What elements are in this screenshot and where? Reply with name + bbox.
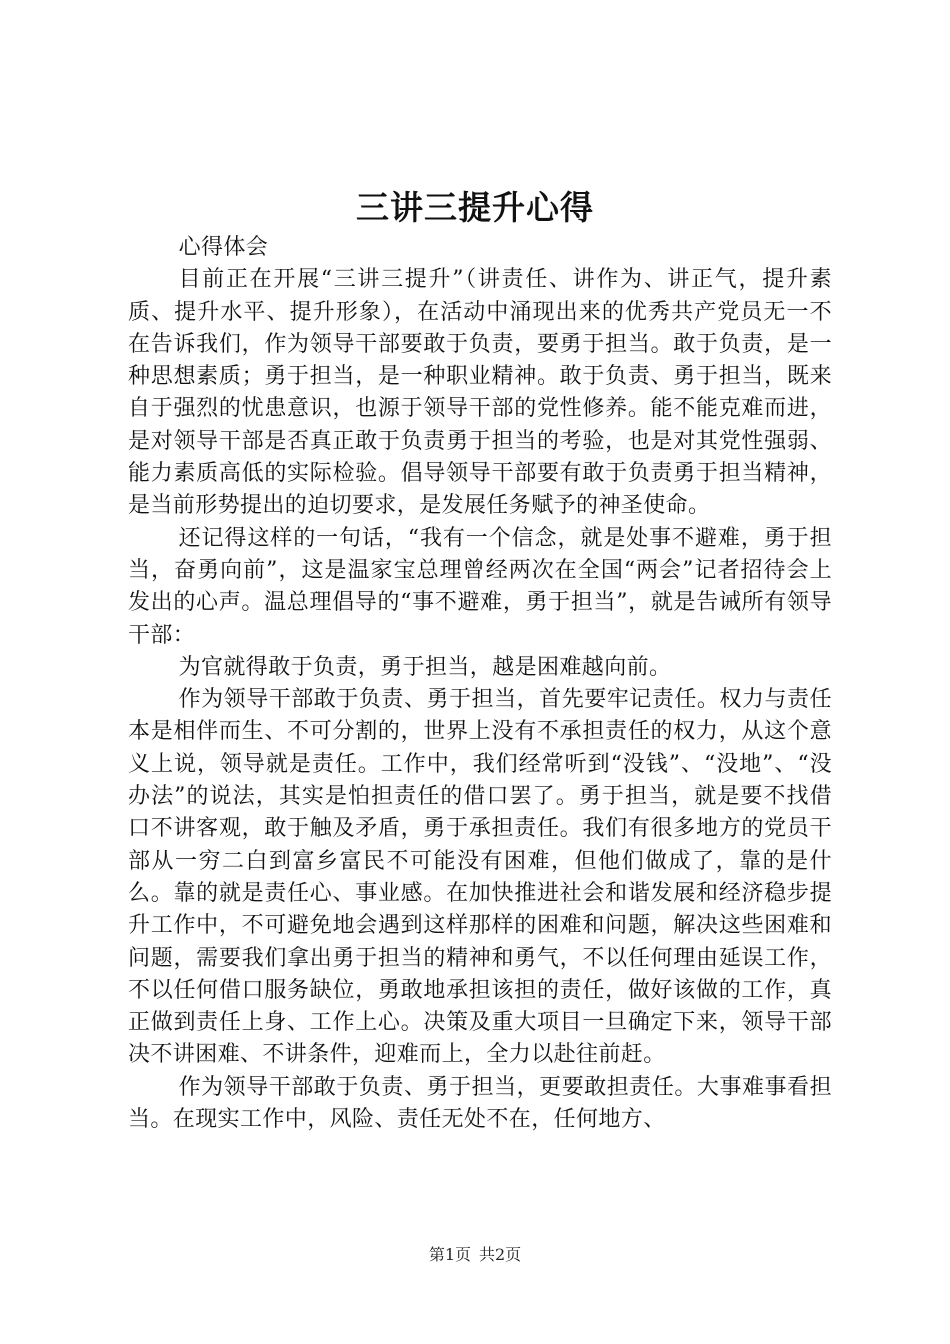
page-footer — [0, 1244, 950, 1266]
paragraph: 为官就得敢于负责，勇于担当，越是困难越向前。 — [178, 654, 672, 680]
page-number: 第1页 — [428, 1245, 471, 1264]
paragraph: 目前正在开展“三讲三提升”（讲责任、讲作为、讲正气，提升素质、提升水平、提升形象），在活动中涌现出来的优秀共产党员无一不在告诉我们，作为领导干部要敢于负责，要勇于担当。敢于负责，是一种思想素质；勇于担当，是一种职业精神。敢于负责、勇于担当，既来自于强烈的忧患意识，也源于领导干部的党性修养。能不能克难而进，是对领导干部是否真正敢于负责勇于担当的考验，也是对其党性强弱、能力素质高低的实际检验。倡导领导干部要有敢于负责勇于担当精神，是当前形势提出的迫切要求，是发展任务赋予的神圣使命。 — [128, 267, 832, 519]
paragraph: 作为领导干部敢于负责、勇于担当，首先要牢记责任。权力与责任本是相伴而生、不可分割的，世界上没有不承担责任的权力，从这个意义上说，领导就是责任。工作中，我们经常听到“没钱”、“没地”、“没办法”的说法，其实是怕担责任的借口罢了。勇于担当，就是要不找借口不讲客观，敢于触及矛盾，勇于承担责任。我们有很多地方的党员干部从一穷二白到富乡富民不可能没有困难，但他们做成了，靠的是什么。靠的就是责任心、事业感。在加快推进社会和谐发展和经济稳步提升工作中，不可避免地会遇到这样那样的困难和问题，解决这些困难和问题，需要我们拿出勇于担当的精神和勇气，不以任何理由延误工作，不以任何借口服务缺位，勇敢地承担该担的责任，做好该做的工作，真正做到责任上身、工作上心。决策及重大项目一旦确定下来，领导干部决不讲困难、不讲条件，迎难而上，全力以赴往前赶。 — [128, 687, 832, 1068]
page-total: 共2页 — [479, 1245, 522, 1264]
paragraph: 还记得这样的一句话，“我有一个信念，就是处事不避难，勇于担当，奋勇向前”，这是温家宝总理曾经两次在全国“两会”记者招待会上发出的心声。温总理倡导的“事不避难，勇于担当”，就是告诫所有领导干部： — [128, 525, 832, 648]
paragraph: 作为领导干部敢于负责、勇于担当，更要敢担责任。大事难事看担当。在现实工作中，风险、责任无处不在，任何地方、 — [128, 1074, 832, 1133]
paragraph-subtitle: 心得体会 — [178, 235, 269, 260]
document-body — [128, 232, 832, 1136]
document-title: 三讲三提升心得 — [356, 188, 594, 227]
